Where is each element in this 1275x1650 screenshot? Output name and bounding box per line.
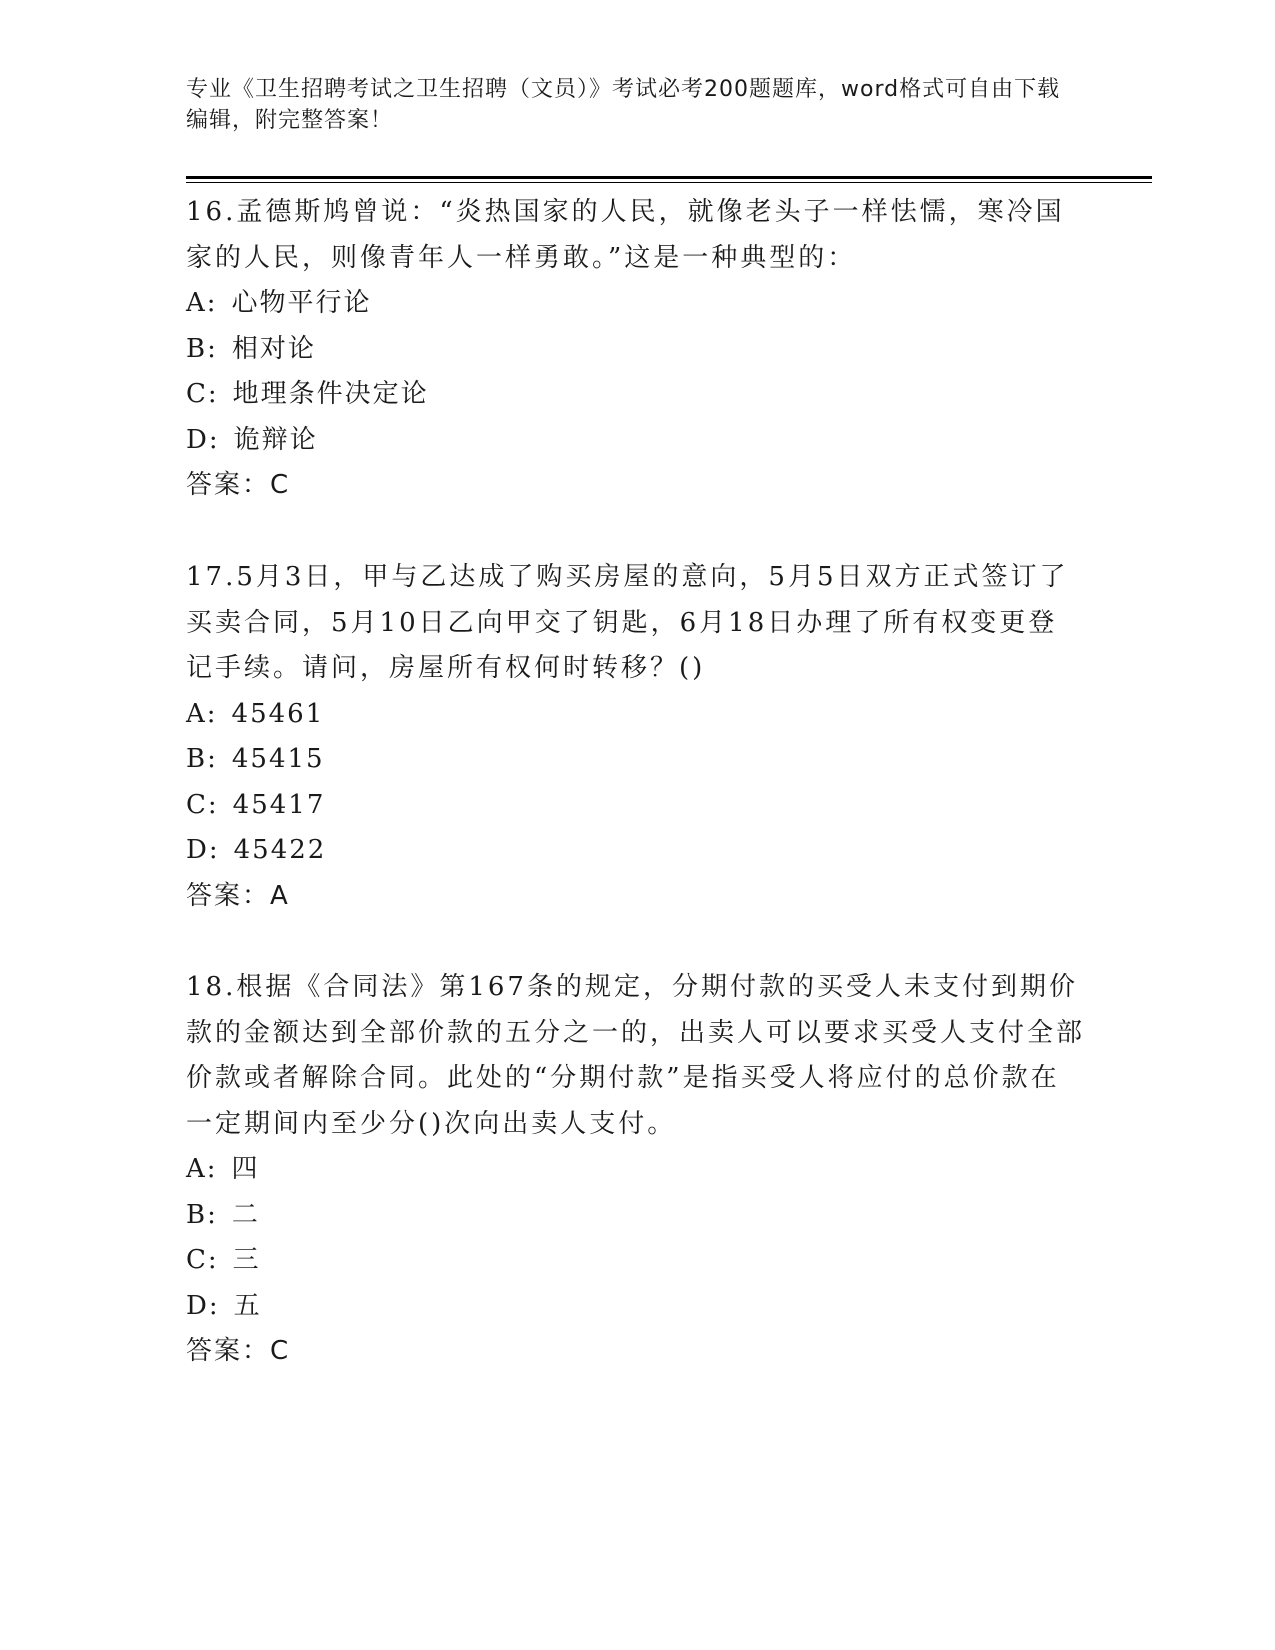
answer-line: 答案：A [186,880,290,911]
option-c [186,783,1086,829]
option-letter: C: [186,379,219,409]
question-stem: 18.根据《合同法》第167条的规定，分期付款的买受人未支付到期价款的金额达到全部价款的五分之一的，出卖人可以要求买受人支付全部价款或者解除合同。此处的“分期付款”是指买受人将应付的总价款在一定期间内至少分()次向出卖人支付。 [186,972,1086,1139]
option-c [186,372,1086,418]
option-a [186,281,1086,327]
question-stem: 16.孟德斯鸠曾说：“炎热国家的人民，就像老头子一样怯懦，寒冷国家的人民，则像青年人一样勇敢。”这是一种典型的： [186,197,1065,273]
option-b [186,327,1086,373]
option-letter: C: [186,789,219,820]
option-text: 45417 [232,789,326,820]
option-text: 45461 [231,698,325,729]
option-letter: D: [186,424,220,455]
option-text: 诡辩论 [233,424,318,455]
option-a [186,1147,1086,1193]
option-text: 45422 [233,835,327,865]
option-text: 心物平行论 [231,288,372,318]
option-text: 45415 [231,744,325,774]
option-letter: B: [186,744,218,774]
option-letter: A: [186,1154,218,1184]
question-16 [186,190,1086,509]
header-divider-thick [186,176,1152,179]
question-stem: 17.5月3日，甲与乙达成了购买房屋的意向，5月5日双方正式签订了买卖合同，5月10日乙向甲交了钥匙，6月18日办理了所有权变更登记手续。请问，房屋所有权何时转移？() [186,562,1069,683]
option-b [186,737,1086,783]
option-text: 五 [233,1290,262,1321]
question-18 [186,965,1086,1375]
option-letter: A: [186,698,218,729]
option-letter: B: [186,333,218,364]
document-header: 专业《卫生招聘考试之卫生招聘（文员）》考试必考200题题库，word格式可自由下载编辑，附完整答案！ [186,77,1061,133]
option-d [186,418,1086,464]
option-letter: D: [186,835,220,865]
option-letter: A: [186,288,218,318]
answer-line: 答案：C [186,470,291,500]
option-d [186,828,1086,874]
option-letter: D: [186,1290,220,1321]
option-letter: C: [186,1245,219,1275]
option-letter: B: [186,1199,218,1230]
option-a [186,692,1086,738]
option-text: 相对论 [231,333,316,364]
option-text: 四 [231,1154,260,1184]
question-17 [186,555,1086,919]
option-text: 三 [232,1245,261,1275]
option-d [186,1284,1086,1330]
option-b [186,1193,1086,1239]
header-divider-thin [186,182,1152,183]
option-c [186,1238,1086,1284]
answer-line: 答案：C [186,1336,291,1366]
option-text: 地理条件决定论 [232,379,429,409]
option-text: 二 [231,1199,260,1230]
